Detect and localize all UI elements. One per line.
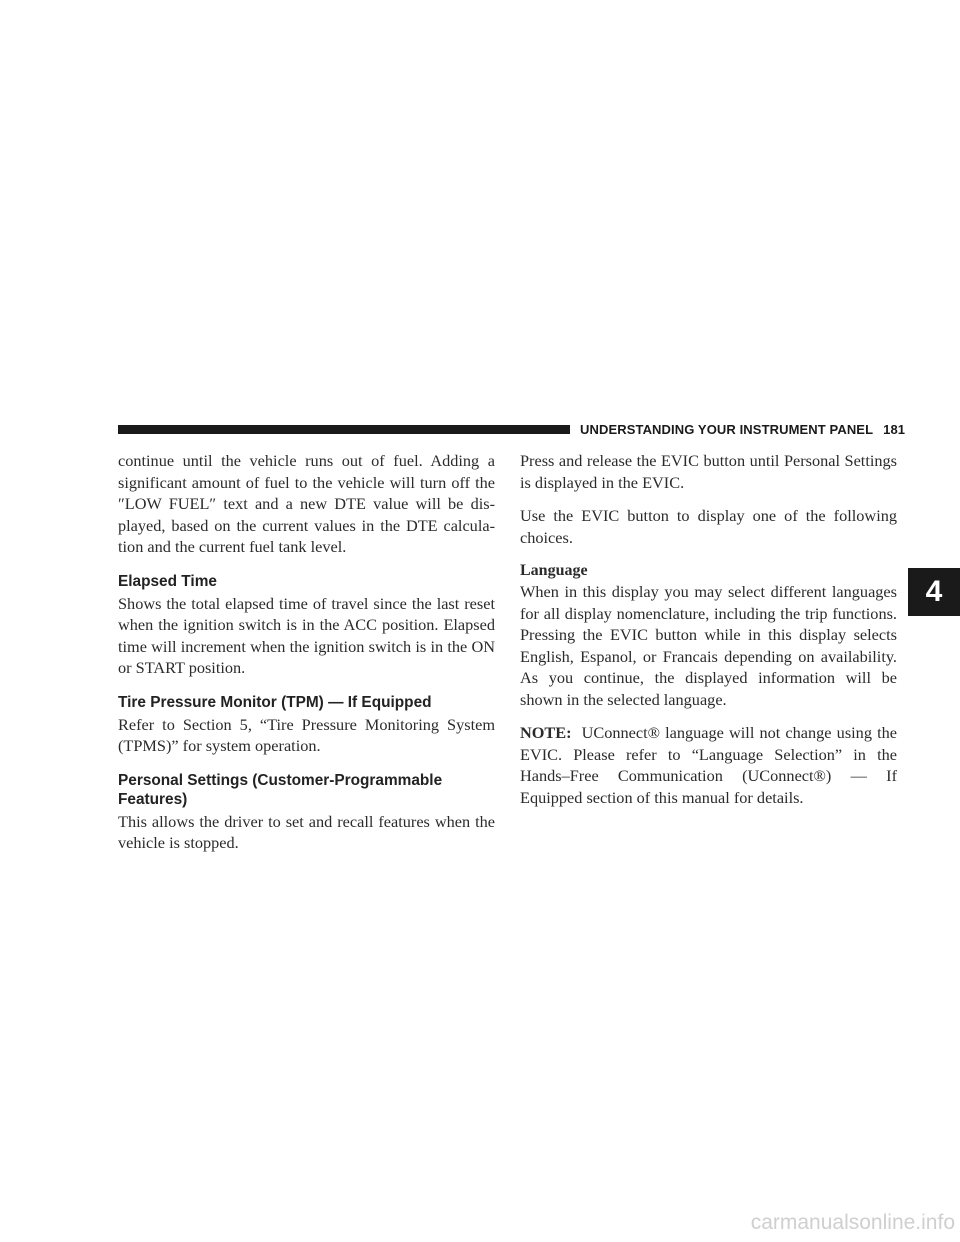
note-label: NOTE: bbox=[520, 723, 572, 742]
header-title: UNDERSTANDING YOUR INSTRUMENT PANEL bbox=[580, 422, 874, 437]
heading-elapsed-time: Elapsed Time bbox=[118, 572, 217, 590]
watermark: carmanualsonline.info bbox=[750, 1211, 955, 1234]
paragraph-evic-press: Press and release the EVIC button until Personal Settings is displayed in the EVIC. bbox=[520, 451, 897, 492]
chapter-tab: 4 bbox=[908, 568, 960, 616]
paragraph-personal-settings: This allows the driver to set and recall features when the vehicle is stopped. bbox=[118, 811, 495, 852]
heading-tire-pressure: Tire Pressure Monitor (TPM) — If Equipped bbox=[118, 693, 432, 711]
paragraph-evic-choices: Use the EVIC button to display one of the following choices. bbox=[520, 506, 897, 547]
paragraph-tire-pressure: Refer to Section 5, “Tire Pressure Monitoring System (TPMS)” for system operation. bbox=[118, 714, 495, 755]
left-column bbox=[118, 450, 495, 866]
page-number: 181 bbox=[883, 422, 906, 437]
heading-language: Language bbox=[520, 562, 588, 579]
paragraph-elapsed-time: Shows the total elapsed time of travel since the last reset when the ignition switch is in the ACC position. Elapsed time will increment when the ignition switch is in the ON or START position. bbox=[118, 593, 495, 677]
running-header bbox=[580, 421, 906, 439]
right-column bbox=[520, 450, 897, 820]
heading-personal-settings: Personal Settings (Customer-Programmable Features) bbox=[118, 771, 443, 808]
note-paragraph bbox=[520, 722, 897, 808]
note-text: UConnect® language will not change using the EVIC. Please refer to “Language Selection” in the Hands–Free Communication (UConnect®) — If Equipped section of this manual for details. bbox=[520, 723, 897, 807]
paragraph-language: When in this display you may select different languages for all display nomenclature, including the trip functions. Pressing the EVIC button while in this display selects English, Espanol, or Francais depending on availability. As you continue, the displayed information will be shown in the selected language. bbox=[520, 582, 897, 709]
paragraph-low-fuel: continue until the vehicle runs out of fuel. Adding a significant amount of fuel to the vehicle will turn off the ″LOW FUEL″ text and a new DTE value will be dis-played, based on the current values in the DTE calcula-tion and the current fuel tank level. bbox=[118, 451, 495, 556]
header-rule bbox=[118, 425, 570, 434]
